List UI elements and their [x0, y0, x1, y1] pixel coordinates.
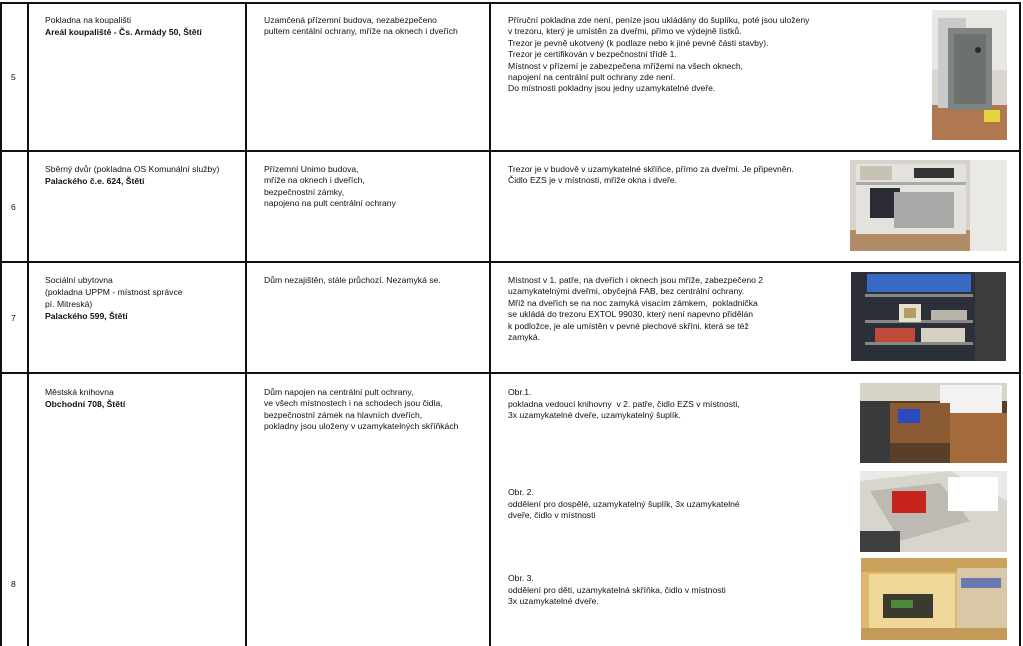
figure-3-title: Obr. 3.	[508, 573, 534, 583]
column-divider	[27, 2, 29, 646]
security-description: Příruční pokladna zde není, peníze jsou ukládány do šuplíku, poté jsou uloženy v trezoru, který je umístěn za dveřmi, přímo ve výdejně lístků. Trezor je pevně ukotvený (k podlaze nebo k jiné pevné části stavby). Trezor je certifikován v bezpečnostní třídě 1. Místnost v přízemí je zabezpečena mřížemi na všech oknech, napojení na centrální pult ochrany zde není. Do místnosti pokladny jsou jedny uzamykatelné dveře.	[508, 15, 810, 94]
column-divider	[245, 2, 247, 646]
table-border-left	[0, 2, 2, 646]
place-name: Městská knihovna	[45, 387, 114, 397]
table-border-top	[0, 2, 1021, 4]
building-description: Dům napojen na centrální pult ochrany, ve všech místnostech i na schodech jsou čidla, bezpečnostní zámek na hlavních dveřích, pokladny jsou uloženy v uzamykatelných skříňkách	[264, 387, 459, 432]
place-name: Sociální ubytovna	[45, 275, 113, 285]
children-dept-cabinet-photo	[861, 558, 1007, 640]
place-address: Areál koupaliště - Čs. Armády 50, Štětí	[45, 27, 202, 37]
building-description: Dům nezajištěn, stále průchozí. Nezamyká se.	[264, 275, 441, 285]
table-border-right	[1019, 2, 1021, 646]
figure-1-title: Obr.1.	[508, 387, 532, 397]
safe-in-cabinet-photo	[850, 160, 1007, 251]
row-number: 8	[11, 579, 16, 589]
building-description: Přízemní Unimo budova, mříže na oknech i dveřích, bezpečnostní zámky, napojeno na pult centrální ochrany	[264, 164, 396, 209]
building-description: Uzamčená přízemní budova, nezabezpečeno pultem centální ochrany, mříže na oknech i dveřích	[264, 15, 458, 37]
place-address: Palackého 599, Štětí	[45, 311, 128, 321]
figure-2-title: Obr. 2.	[508, 487, 534, 497]
figure-3-text: oddělení pro děti, uzamykatelná skříňka, čidlo v místnosti 3x uzamykatelné dveře.	[508, 585, 726, 607]
figure-1-text: pokladna vedoucí knihovny v 2. patře, čidlo EZS v místnosti, 3x uzamykatelné dveře, uzamykatelný šuplík.	[508, 399, 740, 421]
row-divider	[0, 261, 1021, 263]
desk-drawer-photo	[860, 383, 1007, 463]
place-name: Pokladna na koupališti	[45, 15, 131, 25]
safe-on-shelf-photo	[851, 272, 1006, 361]
column-divider	[489, 2, 491, 646]
row-divider	[0, 150, 1021, 152]
place-name-line: pí. Mitreská)	[45, 299, 93, 309]
place-address: Obchodní 708, Štětí	[45, 399, 126, 409]
security-description: Trezor je v budově v uzamykatelné skříňce, přímo za dveřmi. Je připevněn. Čidlo EZS je v místnosti, mříže okna i dveře.	[508, 164, 794, 186]
open-drawer-cashbox-photo	[860, 471, 1007, 552]
place-name: Sběrný dvůr (pokladna OS Komunální služby)	[45, 164, 220, 174]
place-address: Palackého č.e. 624, Štětí	[45, 176, 145, 186]
safe-in-room-photo	[932, 10, 1007, 140]
row-number: 7	[11, 313, 16, 323]
figure-2-text: oddělení pro dospělé, uzamykatelný šuplík, 3x uzamykatelné dveře, čidlo v místnosti	[508, 499, 740, 521]
row-number: 6	[11, 202, 16, 212]
place-name-line: (pokladna UPPM - místnost správce	[45, 287, 183, 297]
row-divider	[0, 372, 1021, 374]
security-description: Místnost v 1. patře, na dveřích i oknech jsou mříže, zabezpečeno 2 uzamykatelnými dveřmi, obyčejná FAB, bez centrální ochrany. Mříž na dveřích se na noc zamyká visacím zámkem, pokladnička se ukládá do trezoru EXTOL 99030, který není napevno přidělán k podložce, je ale umístěn v pevné plechové skříni, která se též zamyká.	[508, 275, 764, 343]
row-number: 5	[11, 72, 16, 82]
